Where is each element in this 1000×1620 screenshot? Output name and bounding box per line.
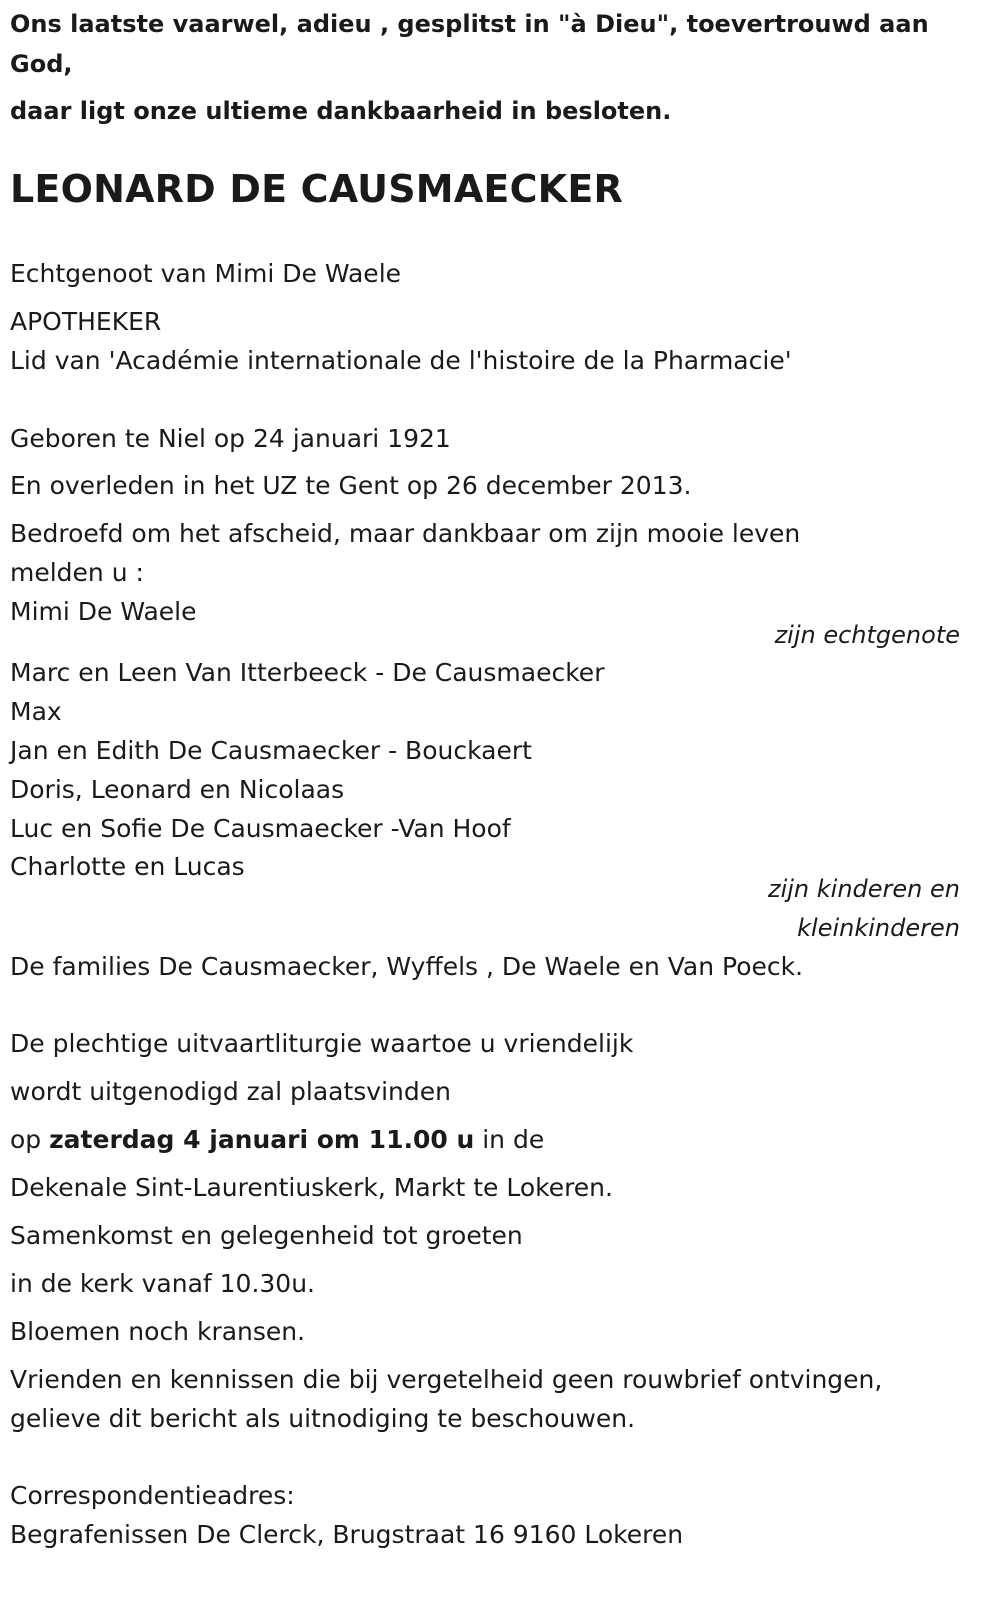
child-line: Marc en Leen Van Itterbeeck - De Causmaecker (10, 658, 605, 687)
funeral-line-2: wordt uitgenodigd zal plaatsvinden (10, 1077, 451, 1106)
membership: Lid van 'Académie internationale de l'histoire de la Pharmacie' (10, 346, 792, 375)
child-line: Doris, Leonard en Nicolaas (10, 775, 345, 804)
announcement-line-1: Bedroefd om het afscheid, maar dankbaar om zijn mooie leven (10, 519, 801, 548)
child-line: Max (10, 697, 62, 726)
intro-quote-line-2: daar ligt onze ultieme dankbaarheid in besloten. (10, 97, 672, 125)
funeral-date: zaterdag 4 januari om 11.00 u (49, 1125, 475, 1154)
funeral-date-line: op zaterdag 4 januari om 11.00 u in de (10, 1125, 545, 1154)
announcement-line-2: melden u : (10, 558, 144, 587)
children-role-line-2: kleinkinderen (797, 914, 960, 942)
correspondence-label: Correspondentieadres: (10, 1481, 295, 1510)
intro-quote-line-1: Ons laatste vaarwel, adieu , gesplitst in "à Dieu", toevertrouwd aan God, (10, 10, 929, 78)
invitation-note-line-2: gelieve dit bericht als uitnodiging te beschouwen. (10, 1404, 636, 1433)
profession: APOTHEKER (10, 307, 162, 336)
flowers-note: Bloemen noch kransen. (10, 1317, 306, 1346)
funeral-location: Dekenale Sint-Laurentiuskerk, Markt te Lokeren. (10, 1173, 613, 1202)
spouse-line: Echtgenoot van Mimi De Waele (10, 259, 402, 288)
birth-line: Geboren te Niel op 24 januari 1921 (10, 424, 451, 453)
invitation-note-line-1: Vrienden en kennissen die bij vergetelheid geen rouwbrief ontvingen, (10, 1365, 883, 1394)
children-role-line-1: zijn kinderen en (768, 875, 960, 903)
child-line: Charlotte en Lucas (10, 852, 245, 881)
gathering-line-1: Samenkomst en gelegenheid tot groeten (10, 1221, 523, 1250)
correspondence-address: Begrafenissen De Clerck, Brugstraat 16 9160 Lokeren (10, 1520, 684, 1549)
spouse-role: zijn echtgenote (774, 621, 960, 649)
spouse-name: Mimi De Waele (10, 597, 197, 626)
families-line: De families De Causmaecker, Wyffels , De Waele en Van Poeck. (10, 952, 804, 981)
gathering-line-2: in de kerk vanaf 10.30u. (10, 1269, 315, 1298)
child-line: Luc en Sofie De Causmaecker -Van Hoof (10, 814, 511, 843)
funeral-line-1: De plechtige uitvaartliturgie waartoe u vriendelijk (10, 1029, 634, 1058)
death-line: En overleden in het UZ te Gent op 26 december 2013. (10, 471, 692, 500)
child-line: Jan en Edith De Causmaecker - Bouckaert (10, 736, 532, 765)
deceased-name: LEONARD DE CAUSMAECKER (10, 167, 623, 211)
